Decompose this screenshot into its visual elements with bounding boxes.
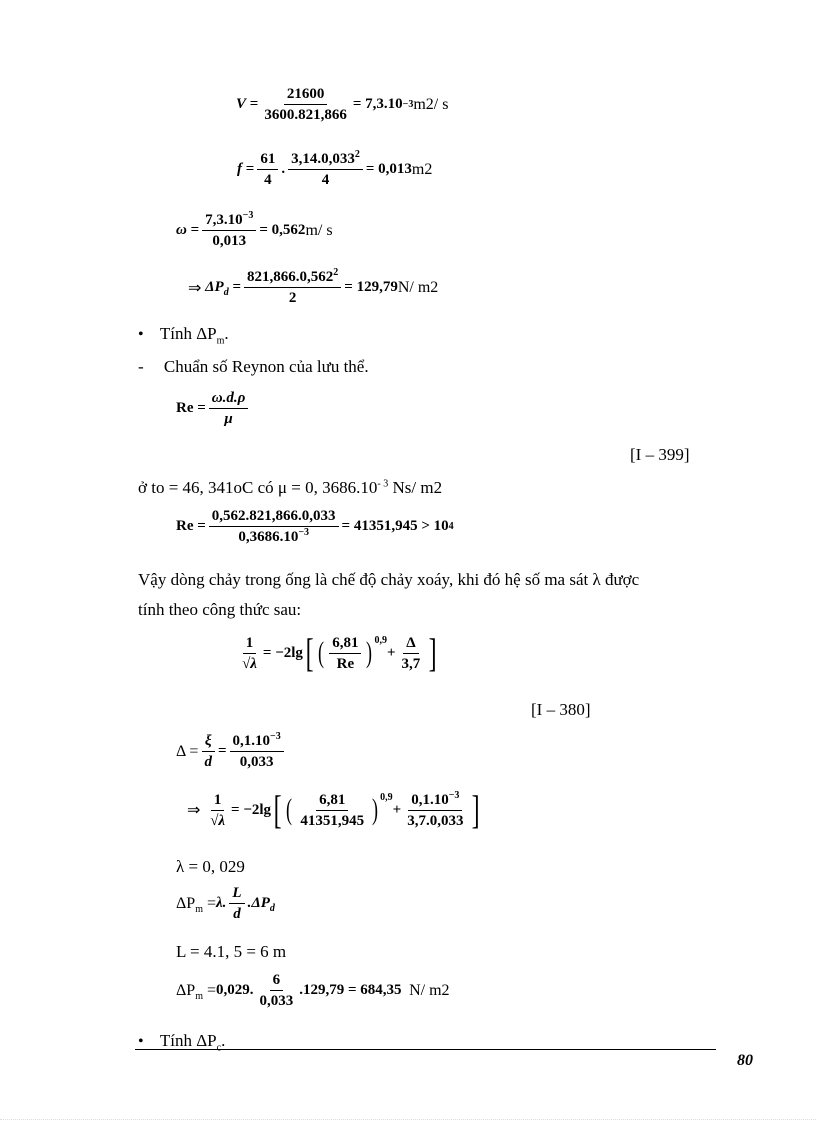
page-number: 80: [737, 1052, 753, 1069]
dash-item-reynolds: - Chuẩn số Reynon của lưu thể.: [138, 357, 369, 376]
lambda-result: λ = 0, 029: [176, 857, 245, 876]
equation-friction-values: ⇒ $\frac{1}{√\lambda}$ = −2lg [ ( $\frac{6,81}{41351,945}$ ) $^{0,9}$ + $\frac{0,1.10^{-3}}{3,7.0,033}$ ]: [187, 787, 481, 832]
viscosity-condition: ở to = 46, 341oC có μ = 0, $3686.10^{- 3}$ Ns/ m2: [138, 478, 443, 497]
equation-friction-loss-definition: $\Delta P_m$ = λ. $\frac{L}{d}$ $.\Delta P_d$: [176, 885, 275, 922]
paragraph-line-1: Vậy dòng chảy trong ống là chế độ chảy xoáy, khi đó hệ số ma sát λ được: [138, 570, 640, 589]
equation-reynolds-definition: Re = $\frac{\omega.d.\rho}{\mu}$: [176, 390, 251, 427]
bullet-item-delta-pm: • Tính $\Delta P_m$.: [138, 324, 229, 347]
length-line: L = 4.1, 5 = 6 m: [176, 942, 287, 961]
reference-i-380: [I – 380]: [531, 700, 591, 719]
paragraph-line-2: tính theo công thức sau:: [138, 600, 302, 619]
page-bottom-border: [0, 1119, 816, 1120]
equation-velocity: ω = $\frac{7,3.10^{-3}}{0,013}$ = 0,562 m/ s: [176, 210, 333, 249]
equation-volumetric-flow: V = $\frac{21600}{3600.821,866}$ = 7,3.10 −3 m2/ s: [236, 86, 449, 123]
equation-reynolds-value: Re = $\frac{0,562.821,866.0,033}{0,3686.10^{-3}}$ = 41351,945 > 10 4: [176, 508, 454, 545]
equation-roughness: Δ = $\frac{\xi}{d}$ = $\frac{0,1.10^{-3}}{0,033}$: [176, 733, 287, 770]
reference-i-399: [I – 399]: [630, 445, 690, 464]
equation-cross-section: f = $\frac{61}{4}$ . $\frac{3,14.0,033^2}{4}$ = 0,013 m2: [237, 149, 433, 188]
bullet-item-delta-pc: • Tính $\Delta P_c$.: [138, 1031, 226, 1054]
equation-friction-formula: $\frac{1}{√\lambda}$ = −2lg [ ( $\frac{6,81}{Re}$ ) $^{0,9}$ + $\frac{\Delta}{3,7}$ ]: [242, 630, 437, 675]
equation-dynamic-pressure: ⇒ $\Delta P_d$ = $\frac{821,866.0,562^2}{2}$ = 129,79 N/ m2: [188, 267, 439, 306]
footer-rule: [135, 1049, 716, 1050]
equation-friction-loss-value: $\Delta P_m$ = 0,029. $\frac{6}{0,033}$ .129,79 = 684,35 N/ m2: [176, 972, 450, 1009]
